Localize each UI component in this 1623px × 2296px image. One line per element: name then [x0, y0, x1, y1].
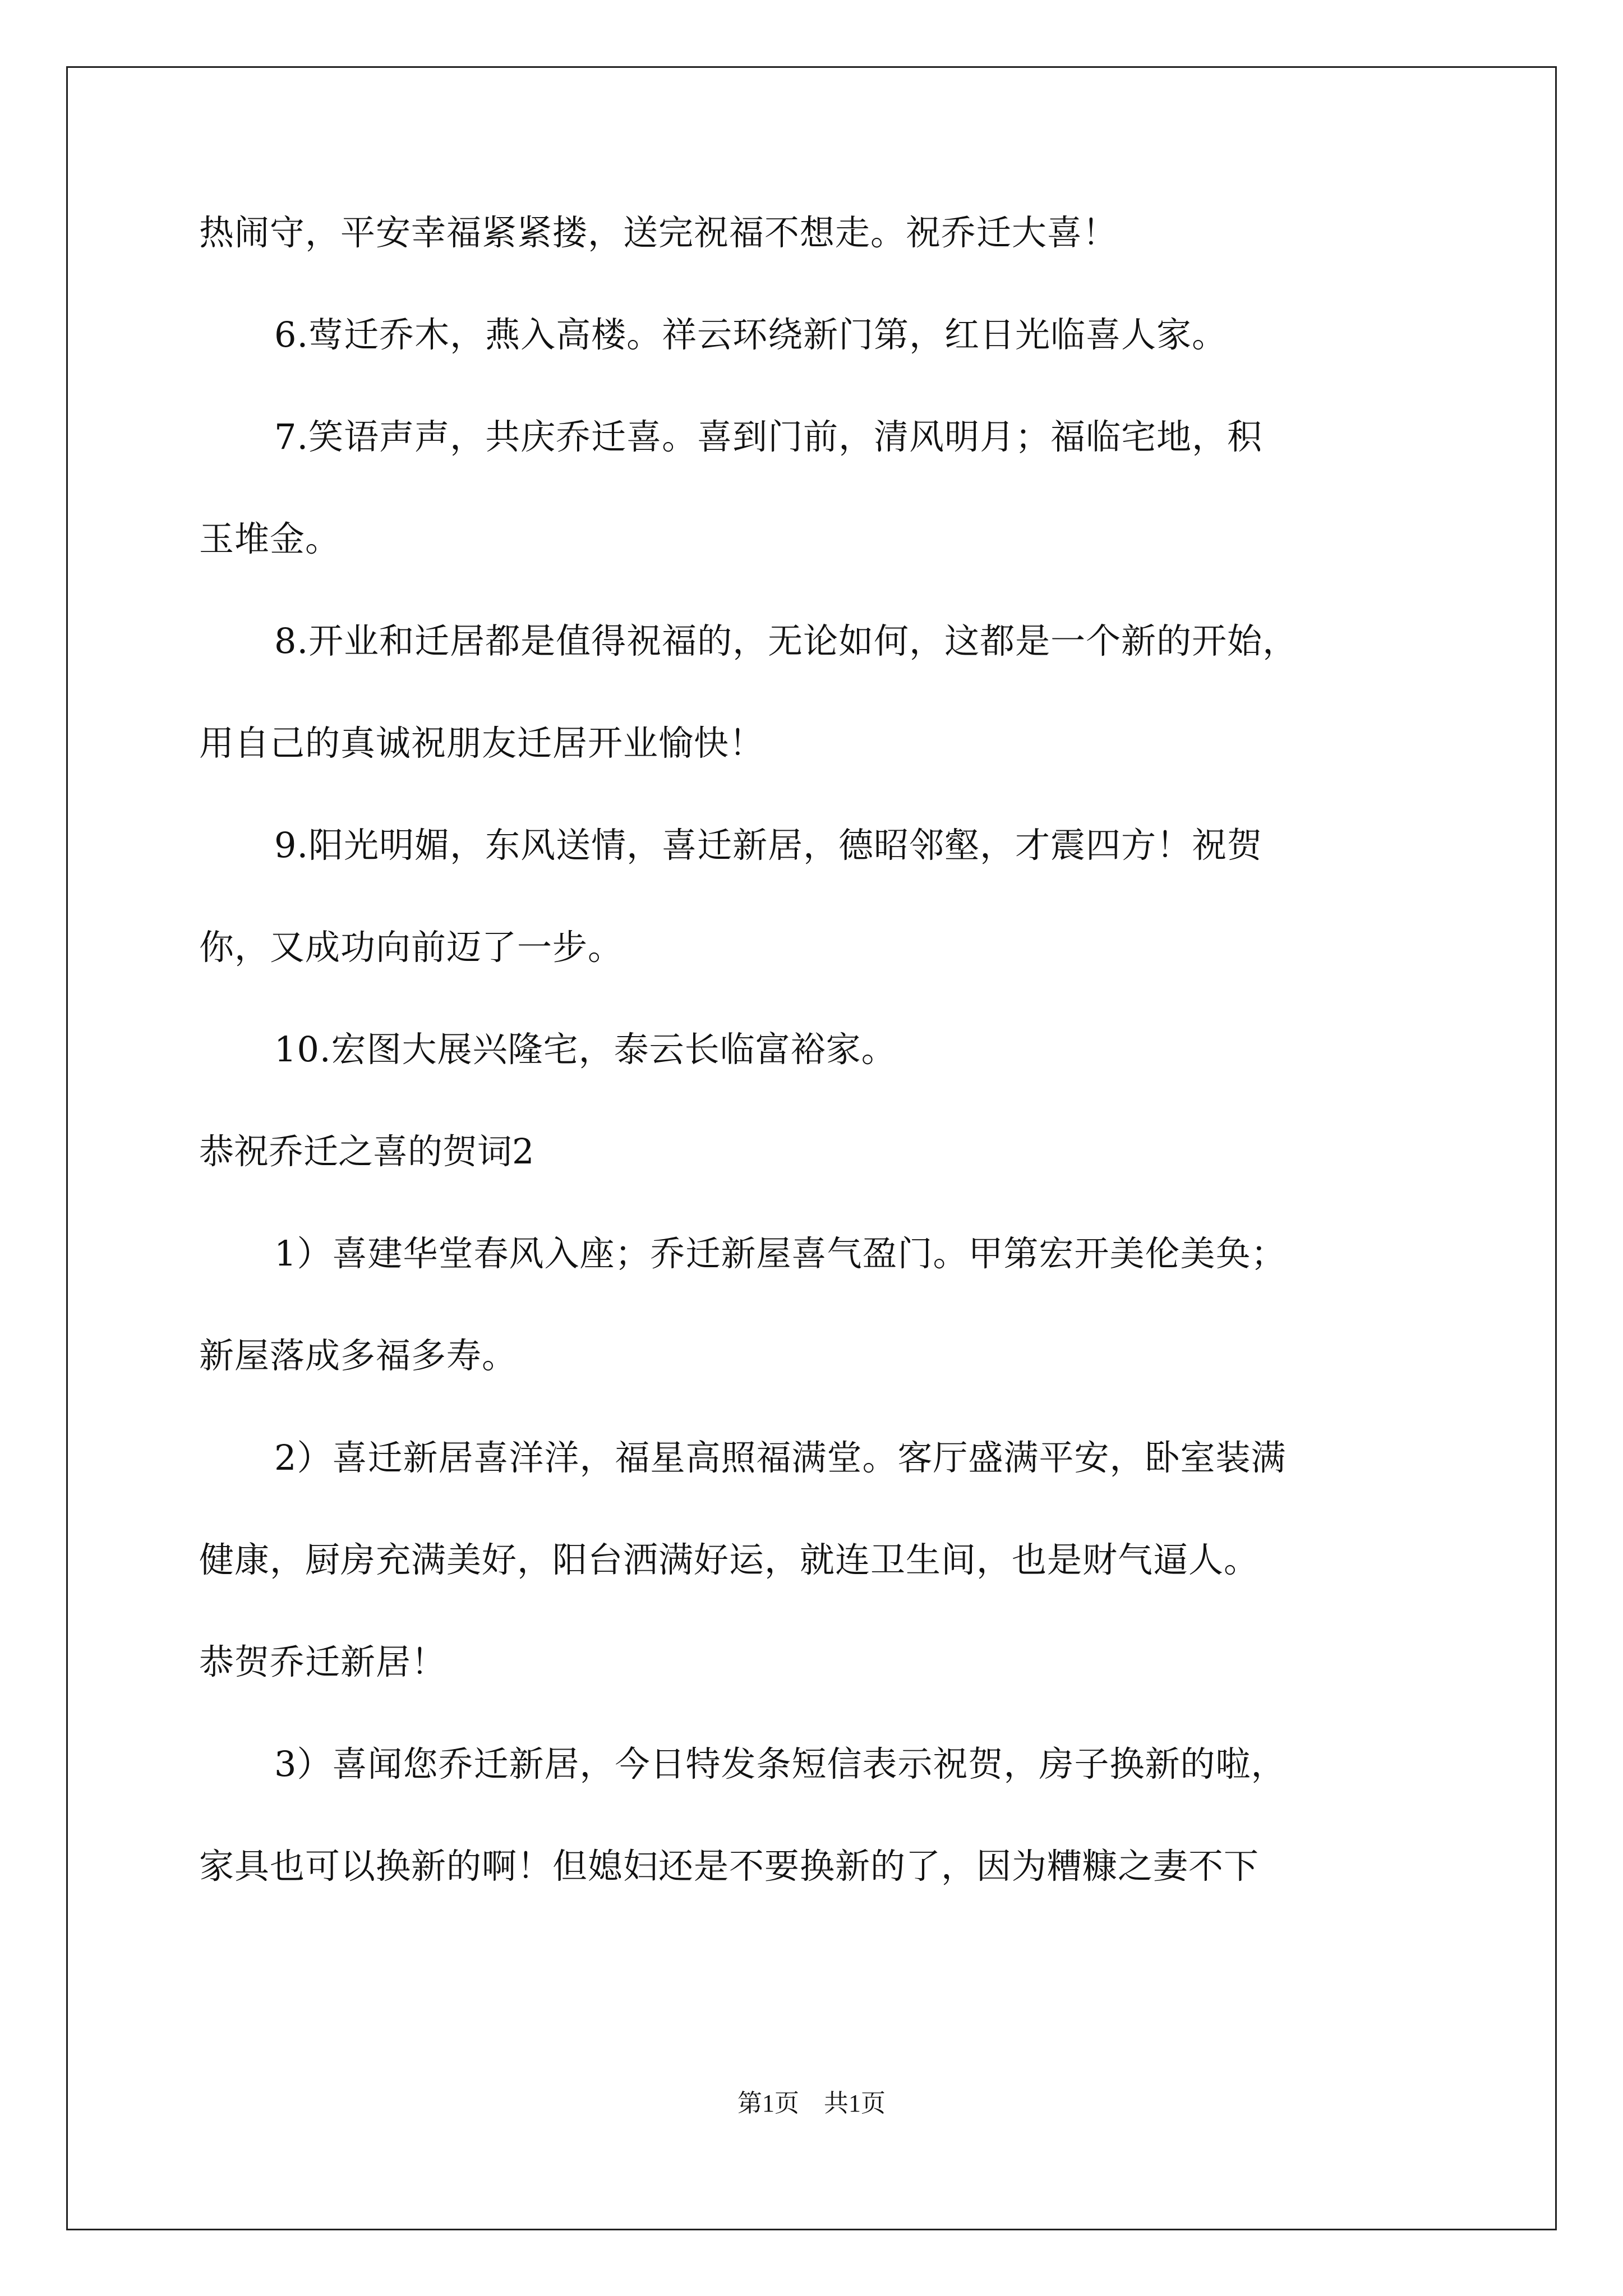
text-line-item-10: 10.宏图大展兴隆宅，泰云长临富裕家。: [274, 1029, 897, 1070]
text-line-item-8: 8.开业和迁居都是值得祝福的，无论如何，这都是一个新的开始，: [274, 620, 1298, 661]
text-line: 新屋落成多福多寿。: [199, 1335, 518, 1376]
page-number-footer: 第1页 共1页: [737, 2090, 886, 2117]
text-line: 你，又成功向前迈了一步。: [199, 927, 624, 968]
text-line-item-6: 6.莺迁乔木，燕入高楼。祥云环绕新门第，红日光临喜人家。: [274, 314, 1228, 355]
text-line: 家具也可以换新的啊！但媳妇还是不要换新的了，因为糟糠之妻不下: [199, 1846, 1260, 1887]
text-line: 健康，厨房充满美好，阳台洒满好运，就连卫生间，也是财气逼人。: [199, 1539, 1260, 1580]
text-line: 玉堆金。: [199, 518, 341, 559]
text-line-item-3: 3）喜闻您乔迁新居，今日特发条短信表示祝贺，房子换新的啦，: [274, 1743, 1287, 1784]
text-line: 恭贺乔迁新居！: [199, 1641, 447, 1682]
document-body: [199, 208, 1433, 1943]
text-line-item-2: 2）喜迁新居喜洋洋，福星高照福满堂。客厅盛满平安，卧室装满: [274, 1437, 1287, 1478]
text-line: 热闹守，平安幸福紧紧搂，送完祝福不想走。祝乔迁大喜！: [199, 212, 1118, 253]
section-heading: 恭祝乔迁之喜的贺词2: [199, 1131, 534, 1172]
text-line-item-7: 7.笑语声声，共庆乔迁喜。喜到门前，清风明月；福临宅地，积: [274, 416, 1263, 457]
text-line: 用自己的真诚祝朋友迁居开业愉快！: [199, 723, 765, 763]
text-line-item-1: 1）喜建华堂春风入座；乔迁新屋喜气盈门。甲第宏开美伦美奂；: [274, 1233, 1287, 1274]
text-line-item-9: 9.阳光明媚，东风送情，喜迁新居，德昭邻壑，才震四方！祝贺: [274, 825, 1263, 866]
